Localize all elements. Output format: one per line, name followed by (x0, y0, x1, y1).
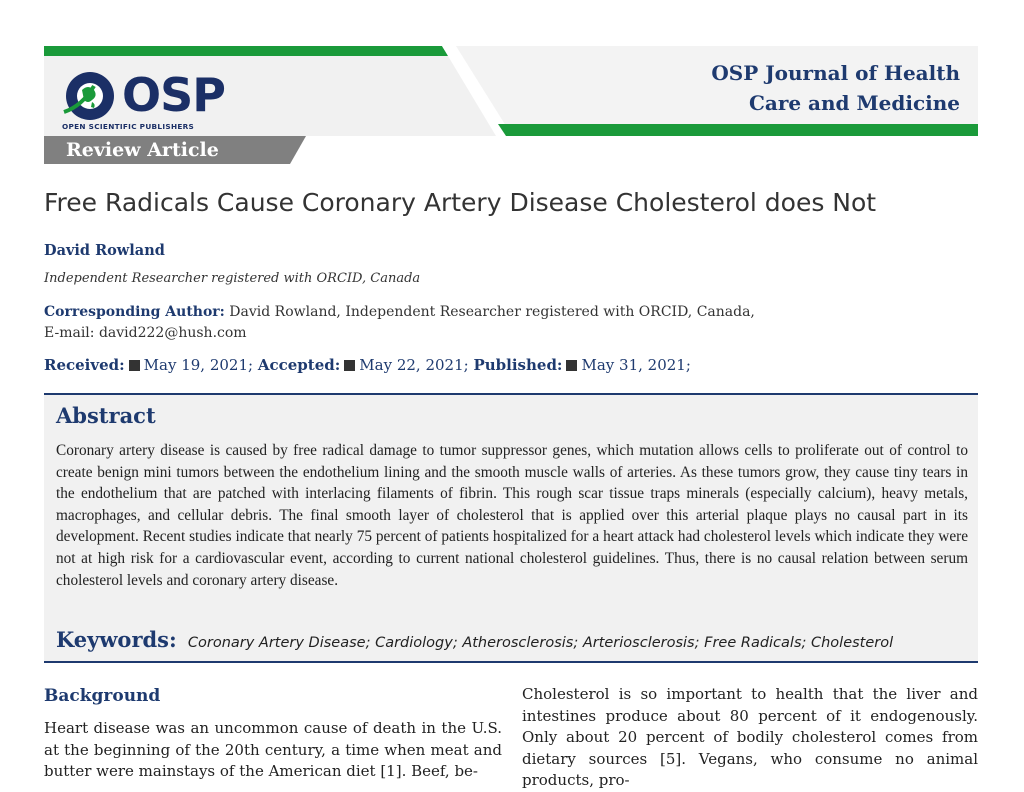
article-title: Free Radicals Cause Coronary Artery Disease Cholesterol does Not (44, 188, 877, 217)
published-label: Published: (473, 356, 563, 374)
logo-text: OSP (122, 68, 225, 122)
keywords-label: Keywords: (56, 627, 177, 652)
accepted-date: May 22, 2021; (359, 356, 469, 374)
calendar-icon (566, 360, 577, 371)
author-email[interactable]: E-mail: david222@hush.com (44, 325, 247, 341)
journal-title (660, 58, 960, 118)
keywords-list: Coronary Artery Disease; Cardiology; Atherosclerosis; Arteriosclerosis; Free Radicals; Cholesterol (187, 635, 894, 651)
logo-subtitle: OPEN SCIENTIFIC PUBLISHERS (62, 122, 195, 131)
accepted-label: Accepted: (257, 356, 341, 374)
publication-dates (44, 356, 691, 374)
osp-logo (62, 68, 232, 132)
abstract-text: Coronary artery disease is caused by free radical damage to tumor suppressor genes, which mutation allows cells to proliferate out of control to create benign mini tumors between the endothelium lining and the smooth muscle walls of arteries. As these tumors grow, they cause tiny tears in the endothelium that are patched with interlacing filaments of fibrin. This rough scar tissue traps minerals (especially calcium), heavy metals, macrophages, and cellular debris. The final smooth layer of cholesterol that is applied over this arterial plaque plays no causal part in its development. Recent studies indicate that nearly 75 percent of patients hospitalized for a heart attack had cholesterol levels which indicate they were not at high risk for a cardiovascular event, according to current national cholesterol guidelines. Thus, there is no causal relation between serum cholesterol levels and coronary artery disease. (56, 442, 968, 589)
corresponding-author-text: David Rowland, Independent Researcher registered with ORCID, Canada, (224, 304, 755, 320)
body-column-right (522, 684, 978, 792)
article-type-label: Review Article (66, 139, 219, 161)
abstract-section (44, 393, 978, 663)
globe-logo-icon (62, 68, 122, 124)
body-paragraph-right: Cholesterol is so important to health that the liver and intestines produce about 80 percent of it endogenously. Only about 20 percent of bodily cholesterol comes from dietary sources [5]. Vegans, who consume no animal products, pro- (522, 685, 978, 789)
author-affiliation: Independent Researcher registered with ORCID, Canada (44, 271, 421, 286)
journal-title-line2: Care and Medicine (748, 91, 960, 115)
keywords-row (56, 627, 893, 652)
background-heading: Background (44, 686, 161, 706)
author-name[interactable]: David Rowland (44, 242, 165, 259)
received-label: Received: (44, 356, 125, 374)
abstract-heading: Abstract (56, 403, 156, 428)
received-date: May 19, 2021; (143, 356, 254, 374)
journal-title-line1: OSP Journal of Health (711, 61, 960, 85)
calendar-icon (344, 360, 355, 371)
journal-header (44, 46, 978, 164)
published-date: May 31, 2021; (581, 356, 691, 374)
corresponding-author-label: Corresponding Author: (44, 304, 225, 320)
body-paragraph-left: Heart disease was an uncommon cause of death in the U.S. at the beginning of the 20th century, a time when meat and butter were mainstays of the American diet [1]. Beef, be- (44, 719, 502, 780)
corresponding-author (44, 302, 944, 344)
calendar-icon (129, 360, 140, 371)
